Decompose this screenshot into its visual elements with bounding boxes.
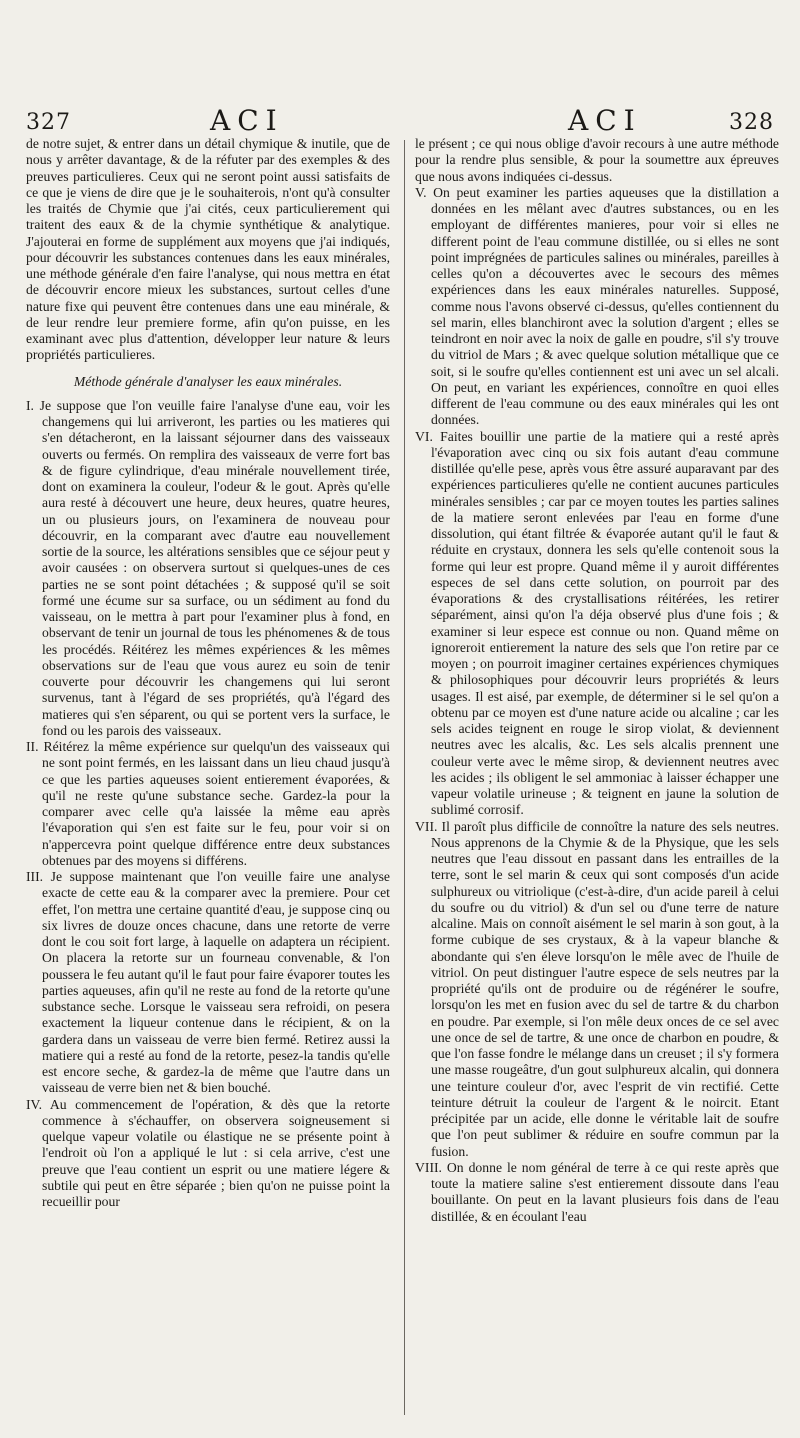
numbered-paragraph-VIII [415,1160,779,1225]
page-number-right: 328 [729,110,774,135]
left-column [26,136,390,1210]
column-divider [404,140,405,1415]
paragraph-number: III. [26,869,44,884]
intro-paragraph: de notre sujet, & entrer dans un détail chymique & inutile, que de nous y arrêter davantage, & de la réfuter par des exemples & des preuves particulieres. Ceux qui ne seront point aussi satisfaits de ce que je viens de dire que je le souhaiterois, n'ont qu'à consulter les traités de Chymie que j'ai cités, ceux particulierement qui traitent des eaux & de la chymie synthétique & analytique. J'ajouterai en forme de supplément aux moyens que j'ai indiqués, pour découvrir les substances contenues dans les eaux minérales, une méthode générale d'en faire l'analyse, qui nous mettra en état de découvrir encore mieux les substances, surtout celles d'une nature fixe qui peuvent être contenues dans une eau minérale, & de leur rendre leur premiere forme, afin qu'on puisse, en les examinant avec plus d'attention, développer leur nature & leurs propriétés particulieres. [26,136,390,363]
paragraph-text: Je suppose maintenant que l'on veuille faire une analyse exacte de cette eau & la comparer avec la premiere. Pour cet effet, l'on mettra une certaine quantité d'eau, je suppose cinq ou six livres de douze onces chacune, dans une retorte de verre dont le cou soit fort large, à laquelle on adaptera un récipient. On placera la retorte sur un fourneau convenable, & l'on poussera le feu autant qu'il le faut pour faire évaporer toutes les parties aqueuses, afin qu'il ne reste au fond de la retorte qu'une substance seche. Lorsque le vaisseau sera refroidi, on pesera exactement la liqueur contenue dans le récipient, & on la gardera dans un vaisseau de verre bien fermé. Retirez aussi la matiere qui a resté au fond de la retorte, pesez-la tandis qu'elle est encore seche, & gardez-la de même que l'autre dans un vaisseau de verre bien net & bien bouché. [42,869,390,1096]
page-number-left: 327 [26,110,71,135]
paragraph-text: Il paroît plus difficile de connoître la nature des sels neutres. Nous apprenons de la Chymie & de la Physique, que les sels neutres que l'eau dissout en passant dans les entrailles de la terre, sont le sel marin & ceux qui sont composés d'un acide sulphureux ou vitriolique (c'est-à-dire, d'un acide pareil à celui du soufre ou du vitriol) & d'un sel ou d'une terre de nature alcaline. Mais on connoît aisément le sel marin à son gout, à la forme cubique de ses crystaux, & à la vapeur blanche & abondante qui s'en éleve lorsqu'on le mêle avec de l'huile de vitriol. On peut distinguer l'autre espece de sels neutres par la propriété qu'ils ont de produire ou de régénérer le soufre, lorsqu'on les met en fusion avec du sel de tartre & du charbon en poudre. Par exemple, si l'on mêle deux onces de ce sel avec une once de sel de tartre, & une once de charbon en poudre, & que l'on fasse fondre le mélange dans un creuset ; il s'y formera une masse rougeâtre, d'un gout sulphureux alcalin, qui donnera une teinture couleur d'or, avec l'esprit de vin rectifié. Cette teinture détruit la couleur de l'argent & le noircit. Etant précipitée par un acide, elle donne le véritable lait de soufre que l'on peut sublimer & réduire en soufre commun par la fusion. [431,818,779,1159]
paragraph-text: Au commencement de l'opération, & dès que la retorte commence à s'échauffer, on observera soigneusement si quelque vapeur volatile ou élastique ne se présente point à l'endroit où l'on a appliqué le lut : si cela arrive, c'est une preuve que l'eau contient un esprit ou une matiere légere & subtile qui peut en être séparée ; bien qu'on ne puisse point la recueillir pour [42,1096,390,1209]
section-subheading: Méthode générale d'analyser les eaux minérales. [73,373,343,389]
numbered-paragraph-III [26,869,390,1097]
running-head-right: ACI [568,104,642,137]
paragraph-text: Réitérez la même expérience sur quelqu'un des vaisseaux qui ne sont point fermés, en les laissant dans un lieu chaud jusqu'à ce que les parties aqueuses soient entierement évaporées, & qu'il ne reste qu'une substance seche. Gardez-la pour la comparer avec celle qu'a laissée la même eau après l'évaporation qui s'en est faite sur le feu, pour voir si on n'appercevra point quelque différence entre deux substances obtenues par des moyens si différens. [42,739,390,868]
continued-paragraph: le présent ; ce qui nous oblige d'avoir recours à une autre méthode pour la rendre plus sensible, & pour la soumettre aux épreuves que nous avons indiquées ci-dessus. [415,136,779,184]
numbered-paragraph-V [415,185,779,429]
numbered-paragraph-VII [415,819,779,1160]
paragraph-text: On peut examiner les parties aqueuses que la distillation a données en les mêlant avec d'autres substances, ou en les employant de différentes manieres, pour voir si elles ne different point de l'eau commune distillée, ou si elles ne sont point imprégnées de particules salines ou minérales, pareilles à celles qu'on a découvertes avec le secours des mêmes expériences dans les eaux minérales naturelles. Supposé, comme nous l'avons observé ci-dessus, qu'elles contiennent du sel marin, elles blanchiront avec la solution d'argent ; elles se teindront en noir avec la noix de galle en poudre, s'il s'y trouve du vitriol de Mars ; & avec quelque solution métallique que ce soit, si le soufre qu'elles contiennent est uni avec un sel alcali. On peut, en variant les expériences, connoître en quoi elles different de l'eau commune ou des eaux minérales qui les ont données. [431,184,779,428]
paragraph-number: I. [26,397,34,413]
running-head-left: ACI [210,104,284,137]
paragraph-number: VIII. [415,1159,442,1175]
numbered-paragraph-I [26,398,390,739]
paragraph-text: On donne le nom général de terre à ce qui reste après que toute la matiere saline s'est entierement dissoute dans l'eau bouillante. On peut en la lavant plusieurs fois dans de l'eau distillée, & en écoulant l'eau [431,1159,779,1224]
page-header [20,104,780,138]
paragraph-number: IV. [26,1096,43,1112]
numbered-paragraph-VI [415,429,779,819]
right-column [415,136,779,1225]
paragraph-number: V. [415,184,427,200]
paragraph-text: Je suppose que l'on veuille faire l'analyse d'une eau, voir les changemens qui lui arriveront, les parties ou les matieres qui s'en détacheront, en la laissant séjourner dans des vaisseaux ouverts ou fermés. On remplira des vaisseaux de verre fort bas & de figure cylindrique, d'eau minérale nouvellement tirée, dont on examinera la couleur, l'odeur & le gout. Après qu'elle aura resté à découvert une heure, deux heures, quatre heures, un ou plusieurs jours, on l'examinera de nouveau pour découvrir, en la comparant avec d'autre eau nouvellement sortie de la source, les altérations sensibles que ce séjour peut y avoir causées : on observera surtout si quelques-unes de ces parties ne se sont point détachées ; & supposé qu'il se soit formé une écume sur sa surface, ou un sédiment au fond du vaisseau, on le mettra à part pour l'examiner plus à fond, en observant de tenir un journal de tous les phénomenes & de tous les procédés. Réitérez les mêmes expériences & les mêmes observations sur de l'eau que vous aurez eu soin de tenir couverte pour découvrir les changemens qui lui seront survenus, tant à l'égard de ses propriétés, qu'à l'égard des matieres qui s'en séparent, ou qui se portent vers la surface, le fond ou les parois des vaisseaux. [39,397,391,738]
numbered-paragraph-IV [26,1097,390,1211]
paragraph-number: VI. [415,428,433,444]
paragraph-number: II. [26,739,39,754]
numbered-paragraph-II [26,739,390,869]
paragraph-text: Faites bouillir une partie de la matiere qui a resté après l'évaporation avec cinq ou six fois autant d'eau commune distillée qu'elle pese, après vous être assuré auparavant par des expériences particulieres qu'elle ne contient aucunes particules minérales sensibles ; car par ce moyen toutes les parties salines de la matiere seront enlevées par l'eau en forme d'une dissolution, qui étant filtrée & évaporée autant qu'il le faut & réduite en crystaux, donnera les sels qu'elle contenoit sous la forme qui leur est propre. Quand même il y auroit différentes especes de sel dans cette solution, on pourroit par des évaporations & des crystallisations réitérées, les retirer séparément, ainsi qu'on l'a déja observé plus d'une fois ; & examiner si leur espece est connue ou non. Quand même on ignoreroit entierement la nature des sels que l'on retire par ce moyen ; on pourroit imaginer certaines expériences chymiques & philosophiques pour découvrir leurs propriétés & leurs usages. Il est aisé, par exemple, de déterminer si le sel qu'on a obtenu par ce moyen est d'une nature acide ou alcaline ; car les sels acides teignent en rouge le sirop violat, & deviennent neutres avec les alcalis, &c. Les sels alcalis prennent une couleur verte avec le même sirop, & deviennent neutres avec les acides ; ils obligent le sel ammoniac à laisser échapper une vapeur volatile urineuse ; & teignent en jaune la solution de sublimé corrosif. [431,428,779,818]
paragraph-number: VII. [415,818,438,834]
